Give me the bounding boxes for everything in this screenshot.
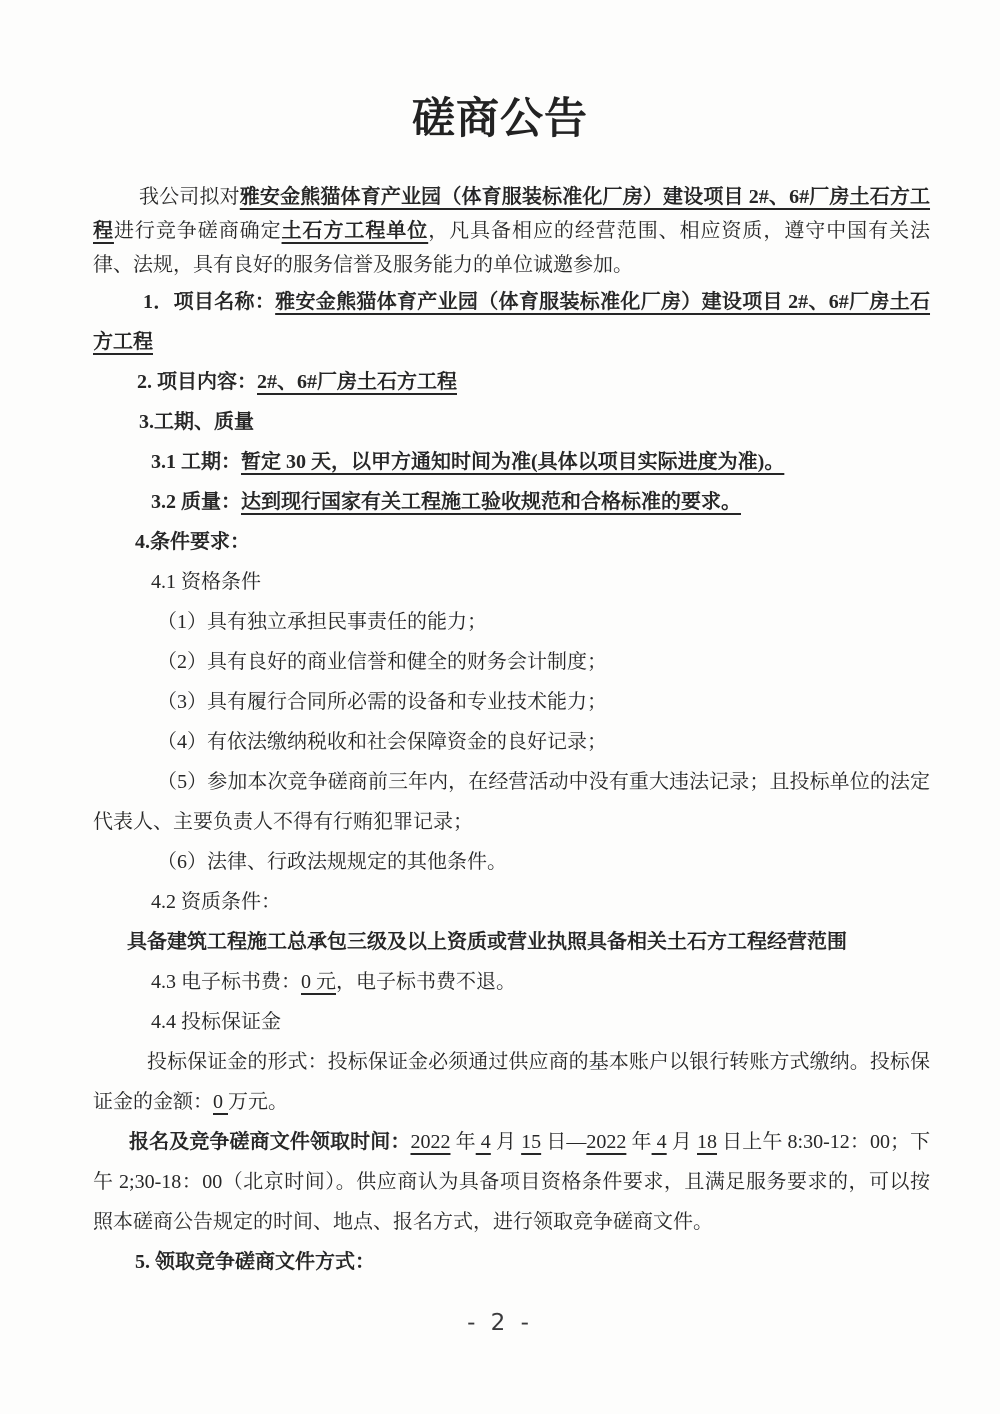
- text-segment: 暂定 30 天，以甲方通知时间为准(具体以项目实际进度为准)。: [241, 451, 785, 473]
- text-segment: 5. 领取竞争磋商文件方式：: [135, 1251, 375, 1273]
- item-1-project-name: [93, 282, 930, 362]
- condition-3: [93, 682, 930, 722]
- text-segment: （3）具有履行合同所必需的设备和专业技术能力；: [157, 691, 607, 713]
- text-segment: 2. 项目内容：: [137, 371, 257, 393]
- text-segment: 年: [450, 1131, 476, 1153]
- text-segment: （2）具有良好的商业信誉和健全的财务会计制度；: [157, 651, 607, 673]
- text-segment: 万元。: [228, 1091, 288, 1113]
- item-3-2-quality: [93, 482, 930, 522]
- text-segment: 4.2 资质条件：: [151, 891, 281, 913]
- text-segment: 雅安金熊猫体育产业园（体育服装标准化厂房）建设项目 2#、6#厂房土石方工程: [93, 186, 931, 242]
- item-4-condition-requirements: [93, 522, 930, 562]
- text-segment: （6）法律、行政法规规定的其他条件。: [157, 851, 507, 873]
- qualification-statement: [93, 922, 930, 962]
- text-segment: 我公司拟对: [139, 186, 240, 208]
- document-body: [0, 144, 1000, 1282]
- text-segment: 年: [626, 1131, 652, 1153]
- item-4-3-tender-document-fee: [93, 962, 930, 1002]
- text-segment: 1．项目名称：: [143, 291, 276, 313]
- text-segment: 报名及竞争磋商文件领取时间：: [129, 1131, 411, 1153]
- document-title: 磋商公告: [412, 96, 588, 143]
- condition-5: [93, 762, 930, 842]
- item-2-project-content: [93, 362, 930, 402]
- text-segment: 4: [475, 1131, 491, 1153]
- text-segment: 4.条件要求：: [135, 531, 250, 553]
- text-segment: 4: [651, 1131, 667, 1153]
- text-segment: 4.3 电子标书费：: [151, 971, 301, 993]
- condition-6: [93, 842, 930, 882]
- condition-1: [93, 602, 930, 642]
- text-segment: 4.4 投标保证金: [151, 1011, 281, 1033]
- bid-bond-paragraph: [93, 1042, 930, 1122]
- text-segment: 15: [521, 1131, 542, 1153]
- text-segment: 土石方工程单位: [281, 220, 429, 242]
- text-segment: 日上午 8:30-12：00；下午 2;30-18：00（北京时间）。供应商认为具备项目资格条件要求，且满足服务要求的，可以按照本磋商公告规定的时间、地点、报名方式，进行领取竞争磋商文件。: [93, 1131, 931, 1233]
- text-segment: 月: [490, 1131, 522, 1153]
- text-segment: 0: [213, 1091, 228, 1113]
- condition-2: [93, 642, 930, 682]
- text-segment: 18: [697, 1131, 718, 1153]
- text-segment: 日—: [541, 1131, 587, 1153]
- text-segment: （1）具有独立承担民事责任的能力；: [157, 611, 487, 633]
- registration-time-paragraph: [93, 1122, 930, 1242]
- text-segment: 0 元: [301, 971, 336, 993]
- text-segment: 月: [666, 1131, 698, 1153]
- text-segment: 2022: [410, 1131, 451, 1153]
- page-number: - 2 -: [467, 1310, 533, 1336]
- item-3-1-duration: [93, 442, 930, 482]
- item-4-1-qualification-conditions: [93, 562, 930, 602]
- text-segment: 投标保证金的形式：投标保证金必须通过供应商的基本账户以银行转账方式缴纳。投标保证金的金额：: [93, 1051, 930, 1113]
- text-segment: 3.1 工期：: [151, 451, 241, 473]
- text-segment: 3.2 质量：: [151, 491, 241, 513]
- item-4-4-bid-bond: [93, 1002, 930, 1042]
- text-segment: ，凡具备相应的经营范围、相应资质，遵守中国有关法律、法规，具有良好的服务信誉及服务能力的单位诚邀参加。: [93, 220, 931, 276]
- text-segment: 达到现行国家有关工程施工验收规范和合格标准的要求。: [241, 491, 741, 513]
- intro-paragraph: [93, 180, 930, 282]
- text-segment: 3.工期、质量: [139, 411, 254, 433]
- text-segment: 雅安金熊猫体育产业园（体育服装标准化厂房）建设项目 2#、6#厂房土石方工程: [93, 291, 931, 353]
- condition-4: [93, 722, 930, 762]
- text-segment: 具备建筑工程施工总承包三级及以上资质或营业执照具备相关土石方工程经营范围: [127, 931, 847, 953]
- item-4-2-qualification: [93, 882, 930, 922]
- item-5-document-collection-method: [93, 1242, 930, 1282]
- text-segment: 2022: [586, 1131, 627, 1153]
- text-segment: 进行竞争磋商确定: [113, 220, 282, 242]
- text-segment: （5）参加本次竞争磋商前三年内，在经营活动中没有重大违法记录；且投标单位的法定代表人、主要负责人不得有行贿犯罪记录；: [93, 771, 930, 833]
- text-segment: （4）有依法缴纳税收和社会保障资金的良好记录；: [157, 731, 607, 753]
- text-segment: ，电子标书费不退。: [336, 971, 516, 993]
- text-segment: 2#、6#厂房土石方工程: [257, 371, 457, 393]
- text-segment: 4.1 资格条件: [151, 571, 261, 593]
- item-3-duration-quality: [93, 402, 930, 442]
